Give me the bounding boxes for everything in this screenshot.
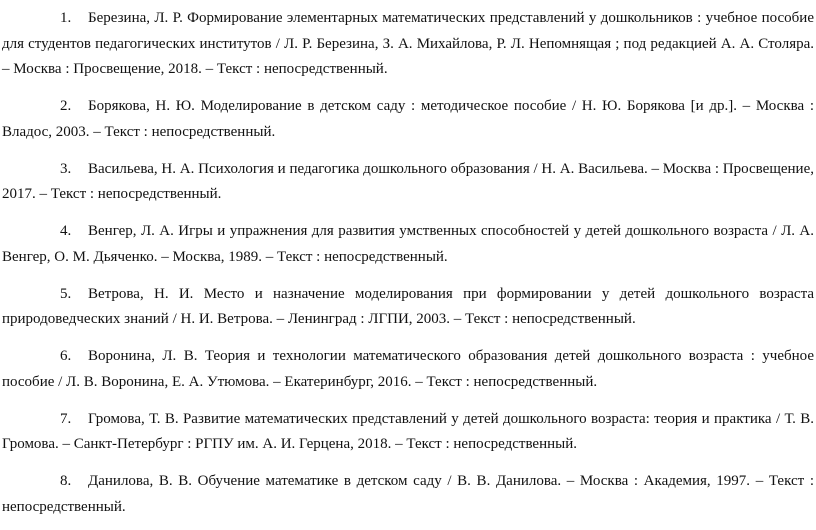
reference-text: Данилова, В. В. Обучение математике в детском саду / В. В. Данилова. – Москва : Академия, 1997. – Текст : непосредственный.: [2, 473, 814, 515]
reference-item-8: [2, 469, 814, 520]
reference-list: [2, 6, 814, 520]
reference-number: 7.: [60, 410, 72, 427]
reference-number: 2.: [60, 98, 72, 114]
reference-text: Воронина, Л. В. Теория и технологии математического образования детей дошкольного возраста : учебное пособие / Л. В. Воронина, Е. А. Утюмова. – Екатеринбург, 2016. – Текст : непосредственный.: [2, 348, 814, 390]
reference-number: 1.: [60, 10, 72, 26]
reference-item-1: [2, 6, 814, 83]
reference-item-7: [2, 407, 814, 458]
reference-item-6: [2, 344, 814, 395]
reference-number: 6.: [60, 348, 72, 364]
reference-text: Ветрова, Н. И. Место и назначение моделирования при формировании у детей дошкольного возраста природоведческих знаний / Н. И. Ветрова. – Ленинград : ЛГПИ, 2003. – Текст : непосредственный.: [2, 285, 814, 327]
reference-number: 4.: [60, 223, 72, 239]
reference-number: 5.: [60, 285, 72, 302]
reference-item-5: [2, 282, 814, 333]
reference-text: Громова, Т. В. Развитие математических представлений у детей дошкольного возраста: теория и практика / Т. В. Громова. – Санкт-Петербург : РГПУ им. А. И. Герцена, 2018. – Текст : непосредственный.: [2, 410, 814, 452]
reference-number: 3.: [60, 160, 72, 177]
reference-item-3: [2, 157, 814, 208]
reference-text: Березина, Л. Р. Формирование элементарных математических представлений у дошкольников : учебное пособие для студентов педагогических институтов / Л. Р. Березина, З. А. Михайлова, Р. Л. Непомнящая ; под редакцией А. А. Столяра. – Москва : Просвещение, 2018. – Текст : непосредственный.: [2, 10, 814, 77]
reference-text: Венгер, Л. А. Игры и упражнения для развития умственных способностей у детей дошкольного возраста / Л. А. Венгер, О. М. Дьяченко. – Москва, 1989. – Текст : непосредственный.: [2, 223, 814, 265]
reference-item-4: [2, 219, 814, 270]
reference-item-2: [2, 94, 814, 145]
reference-number: 8.: [60, 473, 72, 489]
reference-text: Васильева, Н. А. Психология и педагогика дошкольного образования / Н. А. Васильева. – Москва : Просвещение, 2017. – Текст : непосредственный.: [2, 160, 814, 202]
reference-text: Борякова, Н. Ю. Моделирование в детском саду : методическое пособие / Н. Ю. Борякова [и др.]. – Москва : Владос, 2003. – Текст : непосредственный.: [2, 98, 814, 140]
